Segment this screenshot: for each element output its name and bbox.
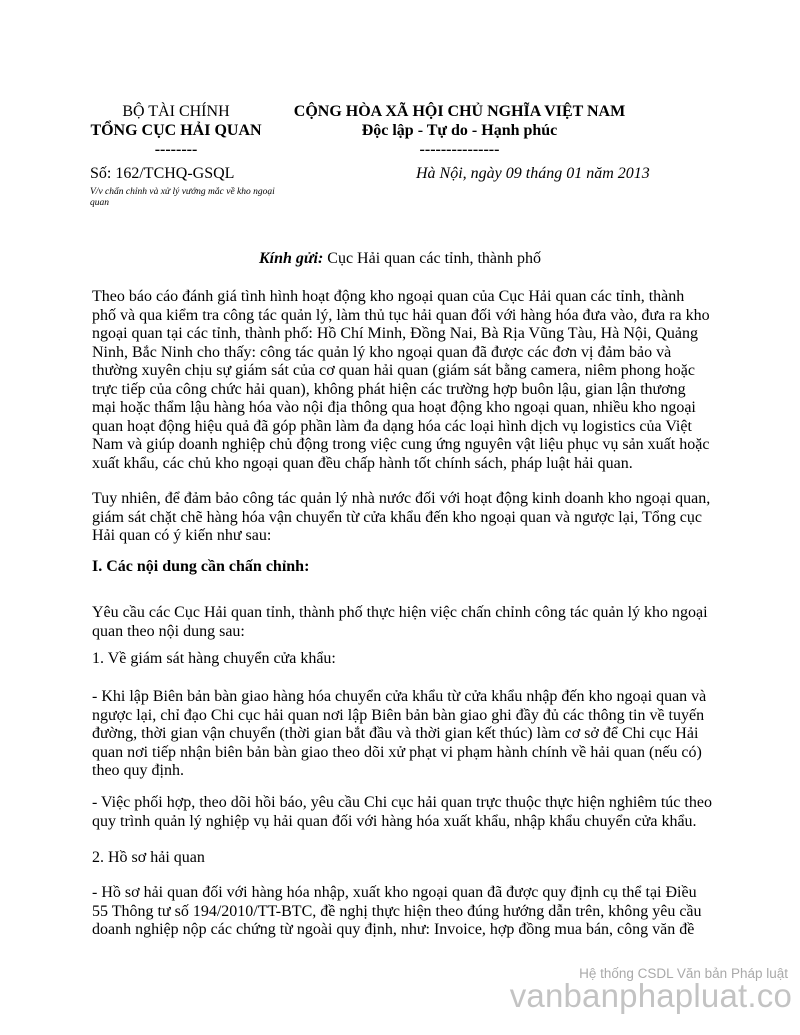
paragraph-5: - Việc phối hợp, theo dõi hồi báo, yêu cầu Chi cục hải quan trực thuộc thực hiện nghiêm túc theo quy trình quản lý nghiệp vụ hải quan đối với hàng hóa xuất khẩu, nhập khẩu chuyển cửa khẩu. [92, 794, 712, 830]
department-name: TỔNG CỤC HẢI QUAN [90, 122, 262, 139]
subsection-heading-2: 2. Hồ sơ hải quan [92, 849, 205, 866]
paragraph-4: - Khi lập Biên bản bàn giao hàng hóa chuyển cửa khẩu từ cửa khẩu nhập đến kho ngoại quan và ngược lại, chỉ đạo Chi cục hải quan nơi lập Biên bản bàn giao ghi đầy đủ các thông tin về tuyến đường, thời gian vận chuyển (thời gian bắt đầu và thời gian kết thúc) làm cơ sở để Chi cục Hải quan nơi tiếp nhận biên bản bàn giao theo dõi xử phạt vi phạm hành chính về hải quan (nếu có) theo quy định. [92, 688, 707, 779]
paragraph-3: Yêu cầu các Cục Hải quan tỉnh, thành phố thực hiện việc chấn chỉnh công tác quản lý kho ngoại quan theo nội dung sau: [92, 604, 708, 640]
country-name: CỘNG HÒA XÃ HỘI CHỦ NGHĨA VIỆT NAM [293, 103, 626, 120]
recipient-label: Kính gửi: [259, 250, 324, 267]
paragraph-6: - Hồ sơ hải quan đối với hàng hóa nhập, xuất kho ngoại quan đã được quy định cụ thể tại Điều 55 Thông tư số 194/2010/TT-BTC, đề nghị thực hiện theo đúng hướng dẫn trên, không yêu cầu doanh nghiệp nộp các chứng từ ngoài quy định, như: Invoice, hợp đồng mua bán, công văn đề [92, 884, 702, 938]
issuer-block [86, 102, 266, 159]
recipient-line [0, 250, 800, 268]
recipient-name: Cục Hải quan các tỉnh, thành phố [323, 250, 541, 267]
document-subject: V/v chấn chỉnh và xử lý vướng mắc về kho ngoại quan [90, 187, 275, 208]
document-number: Số: 162/TCHQ-GSQL [90, 165, 235, 182]
paragraph-1: Theo báo cáo đánh giá tình hình hoạt động kho ngoại quan của Cục Hải quan các tỉnh, thành phố và qua kiểm tra công tác quản lý, làm thủ tục hải quan đối với hàng hóa đưa vào, đưa ra kho ngoại quan tại các tỉnh, thành phố: Hồ Chí Minh, Đồng Nai, Bà Rịa Vũng Tàu, Hà Nội, Quảng Ninh, Bắc Ninh cho thấy: công tác quản lý kho ngoại quan đã được các đơn vị đảm bảo và thường xuyên chịu sự giám sát của cơ quan hải quan (giám sát bằng camera, niêm phong hoặc trực tiếp của công chức hải quan), không phát hiện các trường hợp buôn lậu, gian lận thương mại hoặc thẩm lậu hàng hóa vào nội địa thông qua hoạt động kho ngoại quan, nhiều kho ngoại quan hoạt động hiệu quả đã góp phần làm đa dạng hóa các loại hình dịch vụ logistics của Việt Nam và giúp doanh nghiệp chủ động trong việc cung ứng nguyên vật liệu phục vụ sản xuất hoặc xuất khẩu, các chủ kho ngoại quan đều chấp hành tốt chính sách, pháp luật hải quan. [92, 288, 710, 472]
section-heading-1: I. Các nội dung cần chấn chỉnh: [92, 558, 310, 575]
left-divider: -------- [154, 141, 198, 158]
motto: Độc lập - Tự do - Hạnh phúc [361, 122, 558, 139]
national-header [292, 102, 627, 159]
watermark-site: vanbanphapluat.co [509, 977, 792, 1014]
right-divider: --------------- [419, 141, 500, 158]
paragraph-2: Tuy nhiên, để đảm bảo công tác quản lý nhà nước đối với hoạt động kinh doanh kho ngoại quan, giám sát chặt chẽ hàng hóa vận chuyển từ cửa khẩu đến kho ngoại quan và ngược lại, Tổng cục Hải quan có ý kiến như sau: [92, 490, 711, 544]
watermark-caption: Hệ thống CSDL Văn bản Pháp luật [579, 966, 788, 981]
subsection-heading-1: 1. Về giám sát hàng chuyển cửa khẩu: [92, 650, 336, 667]
document-date: Hà Nội, ngày 09 tháng 01 năm 2013 [416, 165, 650, 182]
ministry-name: BỘ TÀI CHÍNH [122, 103, 230, 120]
